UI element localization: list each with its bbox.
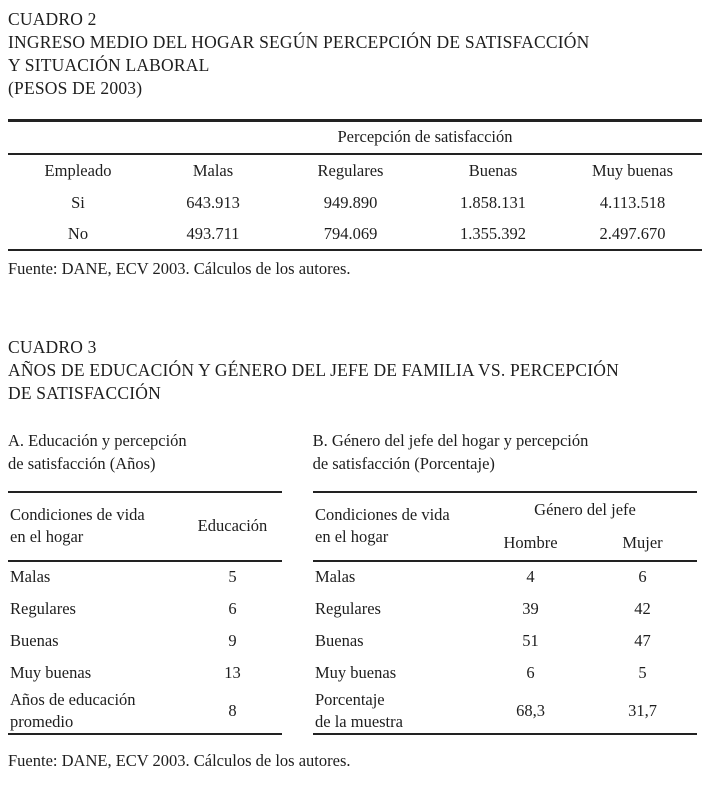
cell-value: 51: [522, 630, 539, 650]
cell-value: 4.113.518: [599, 193, 666, 212]
table-row-malas: [313, 561, 697, 593]
cuadro3-label: CUADRO 3: [8, 336, 97, 357]
panel-b-header-label: [313, 492, 473, 561]
cuadro3-title-line2: DE SATISFACCIÓN: [8, 382, 161, 403]
panel-b-group-header-row: [313, 492, 697, 527]
cuadro2-title-line1: INGRESO MEDIO DEL HOGAR SEGÚN PERCEPCIÓN DE SATISFACCIÓN: [8, 32, 590, 52]
cell-value: 4: [526, 567, 535, 586]
header-label-line2: en el hogar: [10, 527, 84, 546]
row-label: Muy buenas: [10, 662, 92, 682]
row-label: Buenas: [10, 630, 59, 650]
table-row-promedio: [8, 689, 282, 734]
panel-a-table: [8, 491, 282, 735]
cell-value: 6: [526, 662, 535, 682]
panel-b-subtitle: [313, 429, 702, 475]
table-row-regulares: [8, 593, 282, 625]
row-label: Buenas: [315, 630, 364, 650]
row-label: Muy buenas: [315, 662, 397, 682]
group-header: Género del jefe: [534, 499, 636, 519]
header-label-line2: en el hogar: [315, 527, 389, 546]
row-label: No: [67, 223, 89, 243]
table-row-muy-buenas: [313, 657, 697, 689]
cuadro2-title-line3: (PESOS DE 2003): [8, 78, 143, 98]
cell-value: 794.069: [323, 223, 378, 243]
cuadro3-panels: [8, 491, 702, 735]
row-label-line2: promedio: [10, 711, 74, 731]
row-label: Malas: [10, 567, 51, 586]
row-label: Si: [71, 193, 85, 212]
col-header-malas: Malas: [192, 161, 234, 180]
span-header-cell: Percepción de satisfacción: [148, 121, 702, 154]
panel-a-subtitle-line1: A. Educación y percepción: [8, 430, 187, 450]
header-label-line1: Condiciones de vida: [315, 505, 450, 524]
col-header-mujer: Mujer: [588, 527, 697, 561]
panel-subtitles: [8, 429, 702, 475]
cell-value: 9: [228, 630, 237, 650]
cell-value: 42: [634, 598, 651, 618]
cell-value: 13: [224, 662, 241, 682]
cell-value: 1.355.392: [460, 223, 526, 243]
panel-a-subtitle-line2: de satisfacción (Años): [8, 453, 156, 473]
table-row-malas: [8, 561, 282, 593]
panel-a-header-label: [8, 492, 183, 561]
panel-a-subtitle: [8, 429, 313, 475]
cuadro2-table: [8, 119, 702, 251]
row-label-line1: Años de educación: [10, 689, 136, 709]
cell-value: 8: [228, 700, 237, 720]
col-header-regulares: Regulares: [317, 161, 384, 180]
row-label: [8, 689, 183, 734]
cell-value: 643.913: [186, 193, 240, 212]
cuadro3-heading: [8, 336, 702, 405]
header-label-line1: Condiciones de vida: [10, 505, 145, 524]
panel-a-header-value: Educación: [183, 492, 282, 561]
empty-cell: [8, 121, 148, 154]
cell-value: 6: [638, 567, 647, 586]
cell-value: 493.711: [186, 223, 240, 243]
cuadro3-title-line1: AÑOS DE EDUCACIÓN Y GÉNERO DEL JEFE DE FAMILIA VS. PERCEPCIÓN: [8, 359, 619, 380]
row-label: [313, 689, 473, 734]
row-label: Regulares: [315, 598, 381, 618]
panel-a-header-row: [8, 492, 282, 561]
cell-value: 39: [522, 598, 539, 618]
row-label: Malas: [315, 567, 356, 586]
cuadro2-title-line2: Y SITUACIÓN LABORAL: [8, 55, 210, 75]
cell-value: 47: [634, 630, 651, 650]
col-header-hombre: Hombre: [473, 527, 588, 561]
cell-value: 949.890: [323, 193, 378, 212]
col-header-muy-buenas: Muy buenas: [591, 161, 674, 180]
cell-value: 2.497.670: [599, 223, 666, 243]
panel-b-table: [313, 491, 697, 735]
table-row-si: [8, 188, 702, 219]
panel-b-subtitle-line1: B. Género del jefe del hogar y percepción: [312, 430, 589, 450]
col-header-empleado: Empleado: [44, 161, 112, 180]
col-header-buenas: Buenas: [468, 161, 518, 180]
cell-value: 68,3: [516, 700, 545, 720]
cuadro2-span-header-row: [8, 121, 702, 154]
row-label-line1: Porcentaje: [315, 689, 385, 709]
table-row-regulares: [313, 593, 697, 625]
cuadro2-source: Fuente: DANE, ECV 2003. Cálculos de los autores.: [8, 258, 351, 278]
panel-b-subtitle-line2: de satisfacción (Porcentaje): [312, 453, 495, 473]
row-label: Regulares: [10, 598, 76, 618]
table-row-porcentaje: [313, 689, 697, 734]
cuadro2-heading: [8, 8, 702, 100]
cell-value: 1.858.131: [460, 193, 526, 212]
cell-value: 6: [228, 598, 237, 618]
cuadro3-source: Fuente: DANE, ECV 2003. Cálculos de los autores.: [8, 750, 351, 770]
cell-value: 5: [638, 662, 647, 682]
cell-value: 5: [228, 567, 237, 586]
table-row-muy-buenas: [8, 657, 282, 689]
row-label-line2: de la muestra: [315, 711, 403, 731]
table-row-buenas: [313, 625, 697, 657]
cuadro2-column-header-row: [8, 154, 702, 188]
table-row-no: [8, 219, 702, 250]
table-row-buenas: [8, 625, 282, 657]
cell-value: 31,7: [628, 700, 657, 720]
cuadro2-label: CUADRO 2: [8, 9, 97, 29]
